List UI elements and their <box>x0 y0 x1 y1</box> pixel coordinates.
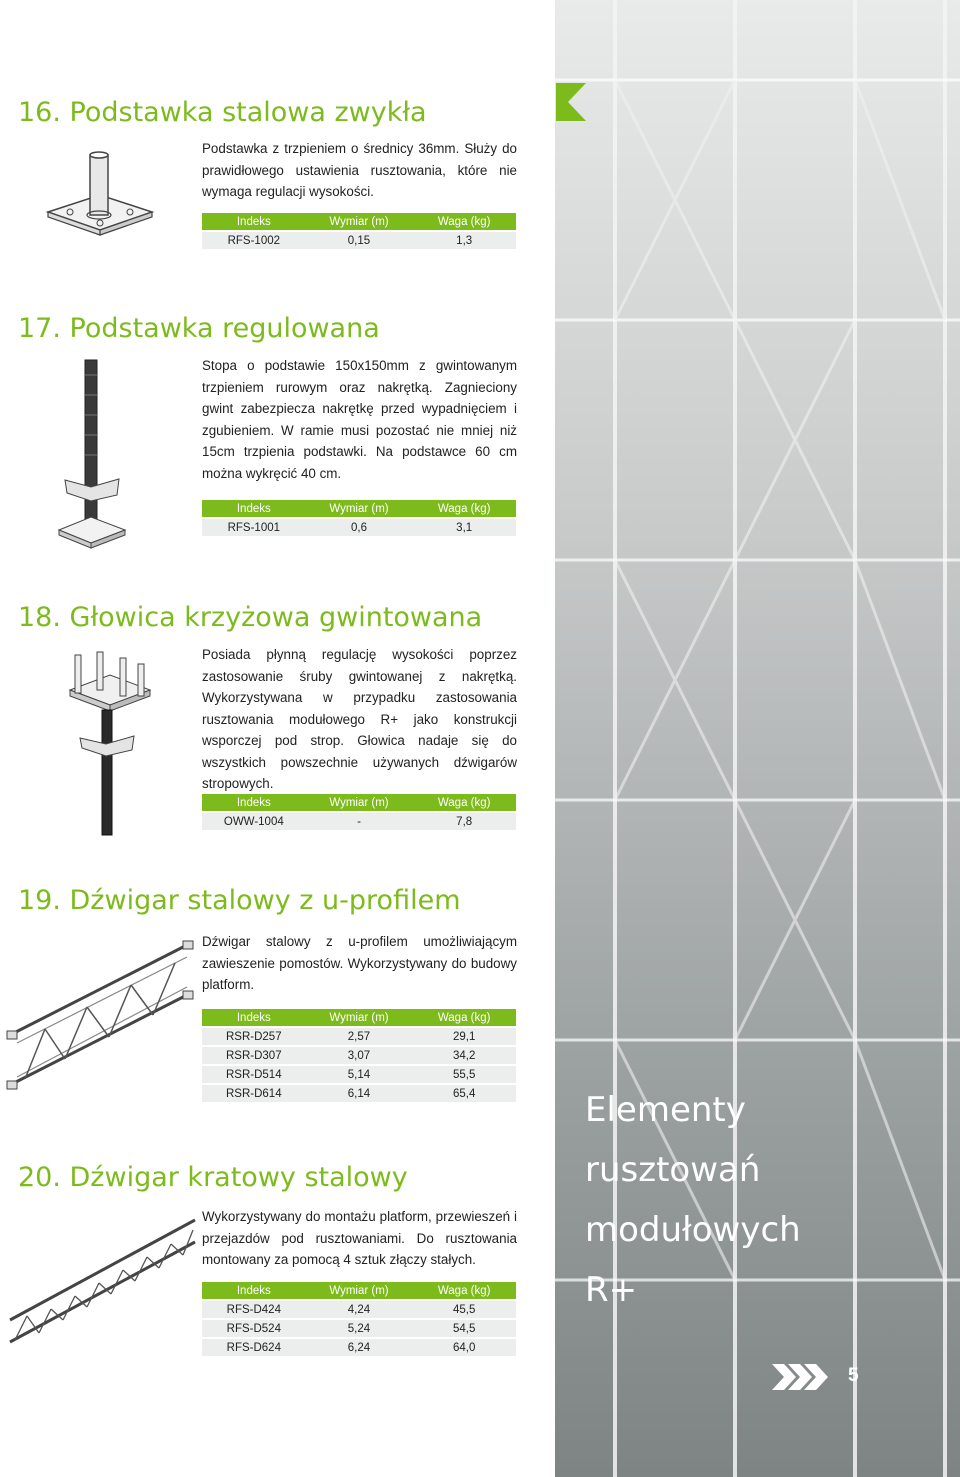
cell-dimension: 3,07 <box>306 1047 413 1064</box>
cell-index: RSR-D514 <box>202 1066 306 1083</box>
cell-index: RFS-D424 <box>202 1301 306 1318</box>
cell-dimension: 6,14 <box>306 1085 413 1102</box>
header-index: Indeks <box>202 1282 306 1299</box>
header-index: Indeks <box>202 1009 306 1026</box>
table-header-row <box>202 1282 516 1299</box>
lattice-girder-image <box>5 1210 200 1350</box>
header-weight: Waga (kg) <box>412 213 516 230</box>
header-weight: Waga (kg) <box>412 1009 516 1026</box>
table-row <box>202 1028 516 1045</box>
header-dimension: Wymiar (m) <box>306 213 413 230</box>
table-row <box>202 813 516 830</box>
cell-weight: 7,8 <box>412 813 516 830</box>
header-index: Indeks <box>202 794 306 811</box>
cell-weight: 65,4 <box>412 1085 516 1102</box>
section-20-description: Wykorzystywany do montażu platform, przewieszeń i przejazdów pod rusztowaniami. Do rusztowania montowany za pomocą 4 sztuk złączy stałych. <box>202 1209 517 1267</box>
table-row <box>202 1085 516 1102</box>
cell-dimension: 5,24 <box>306 1320 413 1337</box>
header-dimension: Wymiar (m) <box>306 1282 413 1299</box>
page-number: 5 <box>848 1365 859 1386</box>
cell-index: RFS-D624 <box>202 1339 306 1356</box>
section-17-table <box>202 498 516 538</box>
table-row <box>202 1066 516 1083</box>
section-20-title: 20. Dźwigar kratowy stalowy <box>18 1162 408 1193</box>
table-row <box>202 1301 516 1318</box>
cell-dimension: 4,24 <box>306 1301 413 1318</box>
cell-dimension: 2,57 <box>306 1028 413 1045</box>
table-row <box>202 1047 516 1064</box>
cell-dimension: 6,24 <box>306 1339 413 1356</box>
table-row <box>202 1320 516 1337</box>
cell-index: RFS-1002 <box>202 232 306 249</box>
header-dimension: Wymiar (m) <box>306 1009 413 1026</box>
sidebar-heading-line: modułowych <box>585 1210 801 1250</box>
cell-index: RSR-D614 <box>202 1085 306 1102</box>
sidebar-heading-line: Elementy <box>585 1090 746 1130</box>
header-weight: Waga (kg) <box>412 1282 516 1299</box>
section-16-description: Podstawka z trzpieniem o średnicy 36mm. Służy do prawidłowego ustawienia rusztowania, które nie wymaga regulacji wysokości. <box>202 141 517 199</box>
table-row <box>202 519 516 536</box>
header-weight: Waga (kg) <box>412 794 516 811</box>
cross-head-image <box>60 650 160 840</box>
section-16-table <box>202 211 516 251</box>
cell-index: OWW-1004 <box>202 813 306 830</box>
chevron-right-icon <box>772 1364 832 1390</box>
cell-dimension: - <box>306 813 413 830</box>
cell-weight: 45,5 <box>412 1301 516 1318</box>
chevron-left-icon <box>552 83 590 121</box>
section-16-title: 16. Podstawka stalowa zwykła <box>18 97 427 128</box>
cell-dimension: 5,14 <box>306 1066 413 1083</box>
cell-index: RFS-1001 <box>202 519 306 536</box>
header-dimension: Wymiar (m) <box>306 500 413 517</box>
cell-weight: 55,5 <box>412 1066 516 1083</box>
section-18-description: Posiada płynną regulację wysokości poprzez zastosowanie śruby gwintowanej z nakrętką. Wykorzystywana w przypadku zastosowania rusztowania modułowego R+ jako konstrukcji wsporczej pod strop. Głowica nadaje się do wszystkich powszechnie używanych dźwigarów stropowych. <box>202 647 517 791</box>
cell-dimension: 0,6 <box>306 519 413 536</box>
section-17-description: Stopa o podstawie 150x150mm z gwintowanym trzpieniem rurowym oraz nakrętką. Zagnieciony gwint zabezpiecza nakrętkę przed wypadnięciem i zgubieniem. W ramie musi pozostać nie mniej niż 15cm trzpienia podstawki. Na podstawce 60 cm można wykręcić 40 cm. <box>202 358 517 481</box>
header-index: Indeks <box>202 213 306 230</box>
section-18-title: 18. Głowica krzyżowa gwintowana <box>18 602 483 633</box>
cell-index: RFS-D524 <box>202 1320 306 1337</box>
section-19-title: 19. Dźwigar stalowy z u-profilem <box>18 885 461 916</box>
u-profile-girder-image <box>5 935 195 1095</box>
table-row <box>202 232 516 249</box>
table-row <box>202 1339 516 1356</box>
header-weight: Waga (kg) <box>412 500 516 517</box>
section-19-table <box>202 1007 516 1104</box>
section-17-title: 17. Podstawka regulowana <box>18 313 380 344</box>
sidebar-heading-line: R+ <box>585 1270 638 1310</box>
section-19-description: Dźwigar stalowy z u-profilem umożliwiającym zawieszenie pomostów. Wykorzystywany do budowy platform. <box>202 934 517 992</box>
cell-index: RSR-D257 <box>202 1028 306 1045</box>
table-header-row <box>202 794 516 811</box>
cell-weight: 1,3 <box>412 232 516 249</box>
section-18-table <box>202 792 516 832</box>
cell-index: RSR-D307 <box>202 1047 306 1064</box>
sidebar-heading <box>585 1080 801 1320</box>
cell-weight: 64,0 <box>412 1339 516 1356</box>
cell-dimension: 0,15 <box>306 232 413 249</box>
table-header-row <box>202 1009 516 1026</box>
table-header-row <box>202 500 516 517</box>
cell-weight: 34,2 <box>412 1047 516 1064</box>
header-dimension: Wymiar (m) <box>306 794 413 811</box>
cell-weight: 3,1 <box>412 519 516 536</box>
base-plate-image <box>40 150 160 245</box>
cell-weight: 54,5 <box>412 1320 516 1337</box>
header-index: Indeks <box>202 500 306 517</box>
sidebar-heading-line: rusztowań <box>585 1150 761 1190</box>
adjustable-base-image <box>55 355 155 555</box>
table-header-row <box>202 213 516 230</box>
section-20-table <box>202 1280 516 1358</box>
cell-weight: 29,1 <box>412 1028 516 1045</box>
